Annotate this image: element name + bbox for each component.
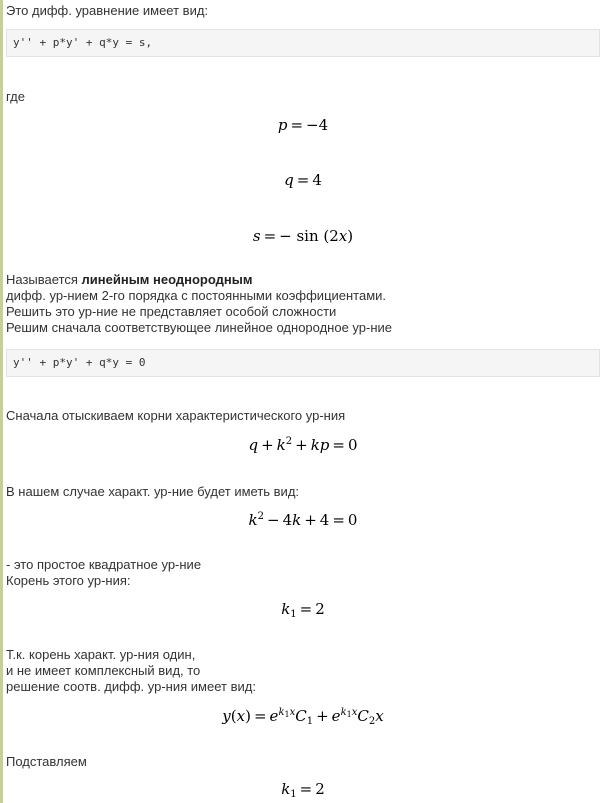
formula-s: s = − sin (2x)	[252, 227, 354, 245]
formula-p: p = −4	[277, 116, 329, 134]
code-block-equation: y'' + p*y' + q*y = s,	[6, 29, 600, 57]
substitute-text: Подставляем	[6, 754, 87, 769]
formula-q: q = 4	[284, 171, 322, 189]
called-bold: линейным неоднородным	[81, 272, 253, 287]
find-roots-text: Сначала отыскиваем корни характеристического ур-ния	[6, 408, 346, 423]
simple-quadratic-text: - это простое квадратное ур-ние	[6, 557, 202, 572]
q-symbol: q	[284, 171, 294, 189]
formula-char-general: $q + k^2$ + kp = 0	[248, 436, 358, 454]
intro-text: Это дифф. уравнение имеет вид:	[6, 3, 209, 18]
formula-char-specific: $k^2 - 4k + 4 = 0$	[248, 511, 358, 529]
formula-general-solution: $y(x) = e^{k_1x}C_1 + e^{k_1x}C_2x$	[222, 707, 384, 727]
called-line-2: дифф. ур-нием 2-го порядка с постоянными коэффициентами.	[6, 288, 387, 303]
solution-content	[6, 0, 600, 803]
root-label: Корень этого ур-ния:	[6, 573, 131, 588]
formula-root-2: $k_1 = 2$	[281, 780, 325, 800]
our-case-text: В нашем случае характ. ур-ние будет иметь вид:	[6, 484, 300, 499]
q-value: 4	[312, 171, 322, 189]
one-root-line-3: решение соотв. дифф. ур-ния имеет вид:	[6, 679, 256, 694]
p-value: −4	[306, 116, 329, 134]
one-root-line-1: Т.к. корень характ. ур-ния один,	[6, 647, 196, 662]
called-line-3: Решить это ур-ние не представляет особой сложности	[6, 304, 337, 319]
called-line-1: Называется линейным неоднородным	[6, 272, 253, 287]
one-root-line-2: и не имеет комплексный вид, то	[6, 663, 201, 678]
s-symbol: s	[252, 227, 261, 245]
left-border-rule	[0, 0, 3, 803]
where-label: где	[6, 89, 25, 104]
called-line-4: Решим сначала соответствующее линейное однородное ур-ние	[6, 320, 393, 335]
formula-root-1: $k_1 = 2$	[281, 600, 325, 620]
code-block-homogeneous: y'' + p*y' + q*y = 0	[6, 349, 600, 377]
p-symbol: p	[277, 116, 288, 134]
